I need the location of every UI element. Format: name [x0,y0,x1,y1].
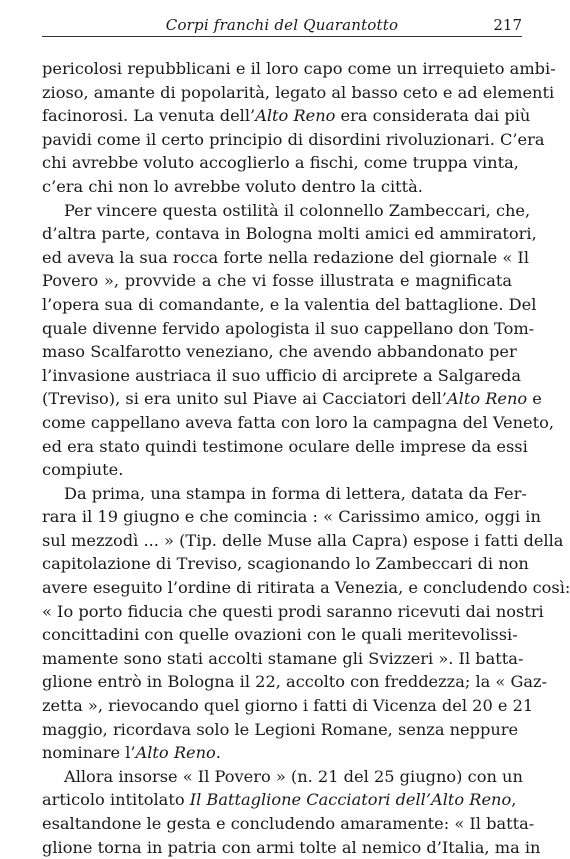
text-line: ed era stato quindi testimone oculare delle imprese da essi [42,436,528,456]
text-line: facinorosi. La venuta dell’Alto Reno era considerata dai più [42,106,531,126]
text-line: articolo intitolato Il Battaglione Cacciatori dell’Alto Reno, [42,790,517,810]
text-line: glione entrò in Bologna il 22, accolto con freddezza; la « Gaz- [42,672,548,692]
text-line: Allora insorse « Il Povero » (n. 21 del 25 giugno) con un [64,766,523,786]
text-line: maggio, ricordava solo le Legioni Romane, senza neppure [42,719,519,739]
text-line: nominare l’Alto Reno. [42,743,221,763]
text-line: zioso, amante di popolarità, legato al basso ceto e ad elementi [42,82,555,102]
text-line: l’opera sua di comandante, e la valentia del battaglione. Del [42,294,537,314]
text-line: concittadini con quelle ovazioni con le quali meritevolissi- [42,625,518,645]
text-line: Povero », provvide a che vi fosse illustrata e magnificata [42,271,512,291]
text-line: (Treviso), si era unito sul Piave ai Cacciatori dell’Alto Reno e [42,389,542,409]
text-line: chi avrebbe voluto accoglierlo a fischi, come truppa vinta, [42,153,519,173]
text-line: glione torna in patria con armi tolte al nemico d’Italia, ma in [42,837,541,857]
page-header [42,14,522,37]
text-line: « Io porto fiducia che questi prodi saranno ricevuti dai nostri [42,601,544,621]
text-line: c’era chi non lo avrebbe voluto dentro la città. [42,176,423,196]
text-line: pericolosi repubblicani e il loro capo come un irrequieto ambi- [42,59,556,78]
text-line: l’invasione austriaca il suo ufficio di arciprete a Salgareda [42,365,522,385]
text-line: maso Scalfarotto veneziano, che avendo abbandonato per [42,342,517,362]
text-line: compiute. [42,460,124,480]
text-line: Da prima, una stampa in forma di lettera, datata da Fer- [64,483,527,503]
running-title: Corpi franchi del Quarantotto [165,16,399,34]
text-line: ed aveva la sua rocca forte nella redazione del giornale « Il [42,247,530,267]
text-line: avere eseguito l’ordine di ritirata a Venezia, e concludendo così: [42,578,570,598]
text-line: d’altra parte, contava in Bologna molti amici ed ammiratori, [42,224,537,244]
text-line: sul mezzodì ... » (Tip. delle Muse alla Capra) espose i fatti della [42,530,564,550]
text-line: mamente sono stati accolti stamane gli Svizzeri ». Il batta- [42,648,524,668]
text-line: esaltandone le gesta e concludendo amaramente: « Il batta- [42,814,535,833]
text-line: come cappellano aveva fatta con loro la campagna del Veneto, [42,412,555,432]
text-line: zetta », rievocando quel giorno i fatti di Vicenza del 20 e 21 [42,696,534,716]
text-line: Per vincere questa ostilità il colonnello Zambeccari, che, [64,200,531,220]
text-line: pavidi come il certo principio di disordini rivoluzionari. C’era [42,129,545,149]
text-line: capitolazione di Treviso, scagionando lo Zambeccari di non [42,554,529,574]
text-line: rara il 19 giugno e che comincia : « Carissimo amico, oggi in [42,507,541,527]
text-line: quale divenne fervido apologista il suo cappellano don Tom- [42,318,535,338]
body-text [42,57,570,859]
page-number: 217 [493,16,522,34]
